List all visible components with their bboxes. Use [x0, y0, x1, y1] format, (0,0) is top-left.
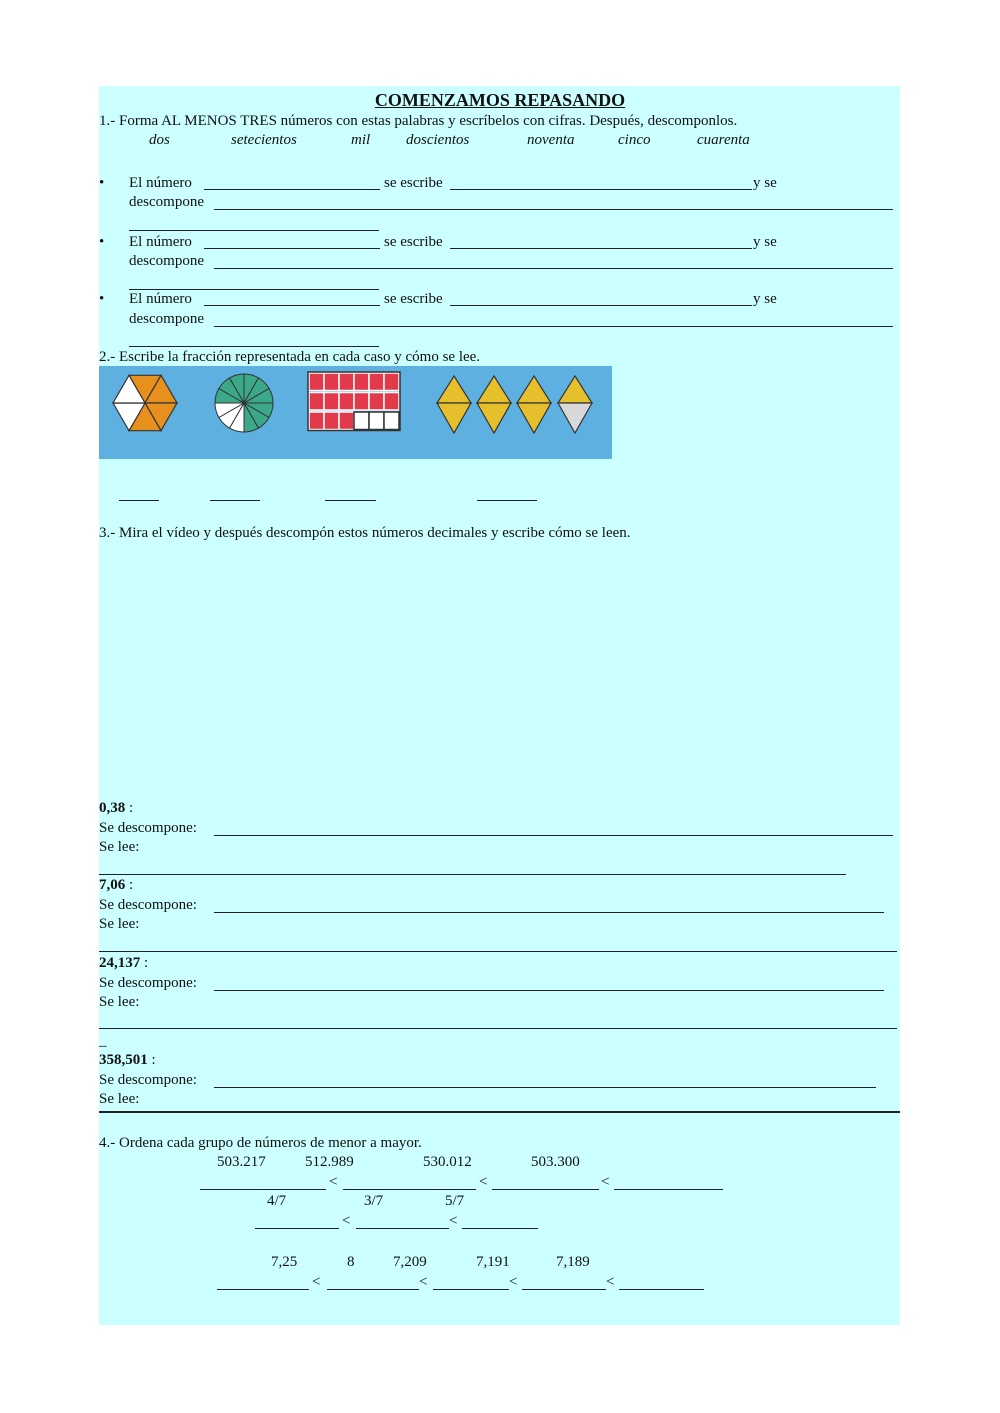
se-descompone-label: Se descompone:: [99, 975, 197, 991]
order-blank[interactable]: [356, 1228, 449, 1229]
decimal-item-2: [99, 876, 133, 894]
q1-prompt: 1.- Forma AL MENOS TRES números con estas palabras y escríbelos con cifras. Después, descomponlos.: [99, 113, 738, 129]
less-than: <: [479, 1174, 488, 1190]
decompose-answer-line[interactable]: [214, 835, 893, 836]
se-lee-label: Se lee:: [99, 1091, 140, 1107]
grid-cell: [384, 373, 399, 391]
order-blank[interactable]: [255, 1228, 339, 1229]
se-lee-label: Se lee:: [99, 839, 140, 855]
less-than: <: [601, 1174, 610, 1190]
less-than: <: [419, 1274, 428, 1290]
y-se-label: y se: [753, 291, 777, 307]
el-numero-label: El número: [129, 291, 192, 307]
word-noventa: noventa: [527, 132, 575, 148]
grid-cell: [339, 393, 354, 411]
order-blank[interactable]: [217, 1289, 309, 1290]
grid-cell: [384, 412, 399, 430]
descompone-label: descompone: [129, 194, 204, 210]
decompose-blank-cont[interactable]: [129, 346, 379, 347]
less-than: <: [606, 1274, 615, 1290]
less-than: <: [449, 1213, 458, 1229]
less-than: <: [342, 1213, 351, 1229]
grid-cell: [354, 373, 369, 391]
y-se-label: y se: [753, 234, 777, 250]
word-cuarenta: cuarenta: [697, 132, 750, 148]
word-mil: mil: [351, 132, 371, 148]
order-blank[interactable]: [614, 1189, 723, 1190]
se-descompone-label: Se descompone:: [99, 897, 197, 913]
grid-cell: [384, 393, 399, 411]
decompose-answer-line[interactable]: [214, 912, 884, 913]
grid-cell: [369, 373, 384, 391]
q4-prompt: 4.- Ordena cada grupo de números de menor a mayor.: [99, 1135, 422, 1151]
decompose-answer-line[interactable]: [214, 990, 884, 991]
fraction-answer-blank[interactable]: [325, 500, 376, 501]
order-decimal: 7,189: [556, 1254, 590, 1270]
grid-cell: [339, 373, 354, 391]
number-blank[interactable]: [204, 189, 380, 190]
less-than: <: [329, 1174, 338, 1190]
order-decimal: 7,209: [393, 1254, 427, 1270]
colon: :: [140, 955, 149, 971]
order-fraction: 4/7: [267, 1193, 287, 1209]
colon: :: [147, 1052, 156, 1068]
order-decimal: 7,191: [476, 1254, 510, 1270]
order-number: 503.217: [217, 1154, 266, 1170]
read-answer-line[interactable]: [99, 1028, 897, 1029]
order-blank[interactable]: [522, 1289, 606, 1290]
circle-figure: [215, 374, 273, 432]
rectangle-grid-figure: [308, 372, 400, 431]
decimal-number: 24,137: [99, 955, 141, 971]
fraction-answer-blank[interactable]: [119, 500, 159, 501]
decimal-item-4: [99, 1051, 156, 1069]
colon: :: [125, 877, 134, 893]
decimal-item-3: [99, 954, 148, 972]
q3-prompt: 3.- Mira el vídeo y después descompón estos números decimales y escribe cómo se leen.: [99, 525, 631, 541]
grid-cell: [324, 393, 339, 411]
order-blank[interactable]: [619, 1289, 704, 1290]
se-escribe-label: se escribe: [384, 234, 443, 250]
grid-cell: [369, 393, 384, 411]
bullet: •: [99, 234, 105, 250]
el-numero-label: El número: [129, 175, 192, 191]
decompose-blank[interactable]: [214, 268, 893, 269]
decimal-number: 7,06: [99, 877, 126, 893]
se-escribe-label: se escribe: [384, 175, 443, 191]
order-blank[interactable]: [433, 1289, 509, 1290]
page-title: COMENZAMOS REPASANDO: [374, 90, 626, 110]
read-answer-line[interactable]: [99, 951, 897, 952]
decimal-number: 358,501: [99, 1052, 148, 1068]
order-blank[interactable]: [200, 1189, 326, 1190]
order-blank[interactable]: [327, 1289, 419, 1290]
less-than: <: [312, 1274, 321, 1290]
fraction-figures: [99, 366, 612, 459]
se-descompone-label: Se descompone:: [99, 820, 197, 836]
order-decimal: 8: [347, 1254, 355, 1270]
word-setecientos: setecientos: [231, 132, 297, 148]
grid-cell: [324, 412, 339, 430]
written-blank[interactable]: [450, 305, 752, 306]
y-se-label: y se: [753, 175, 777, 191]
grid-cell: [324, 373, 339, 391]
fraction-answer-blank[interactable]: [477, 500, 537, 501]
grid-cell: [339, 412, 354, 430]
order-decimal: 7,25: [271, 1254, 298, 1270]
rhombus-figures: [437, 376, 592, 433]
order-number: 530.012: [423, 1154, 472, 1170]
bullet: •: [99, 291, 105, 307]
decompose-blank-cont[interactable]: [129, 230, 379, 231]
order-blank[interactable]: [462, 1228, 538, 1229]
se-lee-label: Se lee:: [99, 994, 140, 1010]
word-dos: dos: [149, 132, 170, 148]
decompose-blank[interactable]: [214, 209, 893, 210]
grid-cell: [354, 393, 369, 411]
fraction-answer-blank[interactable]: [210, 500, 260, 501]
order-number: 512.989: [305, 1154, 354, 1170]
written-blank[interactable]: [450, 189, 752, 190]
less-than: <: [509, 1274, 518, 1290]
number-blank[interactable]: [204, 248, 380, 249]
decimal-item-1: [99, 799, 133, 817]
descompone-label: descompone: [129, 311, 204, 327]
grid-cell: [309, 412, 324, 430]
grid-cell: [309, 393, 324, 411]
grid-cell: [309, 373, 324, 391]
grid-cell: [369, 412, 384, 430]
read-answer-line[interactable]: [99, 874, 846, 875]
order-blank[interactable]: [343, 1189, 476, 1190]
el-numero-label: El número: [129, 234, 192, 250]
word-cinco: cinco: [618, 132, 651, 148]
number-blank[interactable]: [204, 305, 380, 306]
q2-prompt: 2.- Escribe la fracción representada en cada caso y cómo se lee.: [99, 349, 481, 365]
decompose-answer-line[interactable]: [214, 1087, 876, 1088]
se-escribe-label: se escribe: [384, 291, 443, 307]
decompose-blank[interactable]: [214, 326, 893, 327]
se-descompone-label: Se descompone:: [99, 1072, 197, 1088]
bullet: •: [99, 175, 105, 191]
written-blank[interactable]: [450, 248, 752, 249]
order-number: 503.300: [531, 1154, 580, 1170]
descompone-label: descompone: [129, 253, 204, 269]
hexagon-figure: [113, 375, 177, 430]
order-blank[interactable]: [492, 1189, 599, 1190]
se-lee-label: Se lee:: [99, 916, 140, 932]
section-divider: [99, 1111, 900, 1113]
decimal-number: 0,38: [99, 800, 126, 816]
word-doscientos: doscientos: [406, 132, 470, 148]
stray-dash: _: [99, 1033, 107, 1049]
order-fraction: 5/7: [445, 1193, 465, 1209]
fraction-figures-panel: [99, 366, 612, 459]
grid-cell: [354, 412, 369, 430]
colon: :: [125, 800, 134, 816]
order-fraction: 3/7: [364, 1193, 384, 1209]
